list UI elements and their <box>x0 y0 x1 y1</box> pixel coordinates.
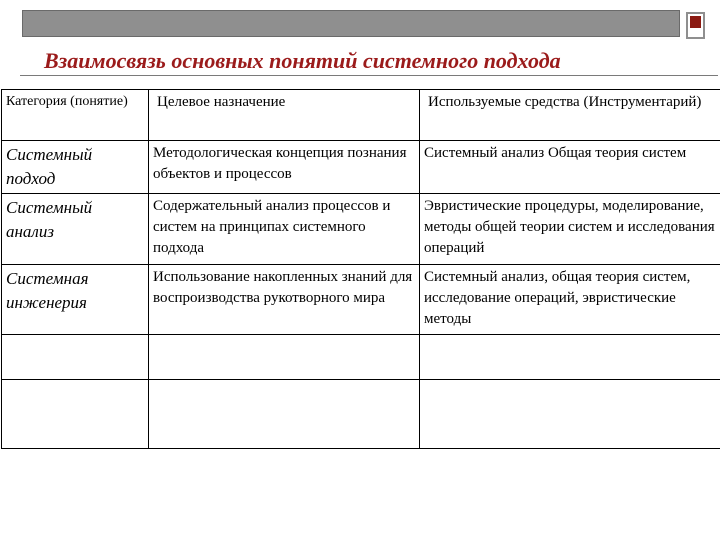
empty-row <box>2 380 720 449</box>
empty-cell <box>2 335 149 380</box>
row-purpose: Методологическая концепция познания объектов и процессов <box>153 145 407 182</box>
empty-cell <box>420 380 720 449</box>
row-tools: Системный анализ Общая теория систем <box>424 145 687 161</box>
table-row <box>2 141 720 194</box>
row-tools-cell <box>420 194 720 265</box>
top-decorative-bar <box>22 10 680 37</box>
empty-cell <box>2 380 149 449</box>
header-tools <box>420 90 720 141</box>
slide-title: Взаимосвязь основных понятий системного подхода <box>44 48 561 73</box>
row-category: Системный подход <box>6 145 93 188</box>
table-header-row <box>2 90 720 141</box>
header-tools-label: Используемые средства (Инструментарий) <box>428 94 702 110</box>
row-category-cell <box>2 194 149 265</box>
concepts-table <box>1 89 720 449</box>
header-purpose-label: Целевое назначение <box>157 94 286 110</box>
empty-cell <box>420 335 720 380</box>
row-category-cell <box>2 265 149 335</box>
corner-square-icon <box>686 12 705 39</box>
row-category: Системная инженерия <box>6 269 89 312</box>
row-purpose-cell <box>149 265 420 335</box>
title-divider <box>20 75 718 76</box>
row-category-cell <box>2 141 149 194</box>
row-purpose: Использование накопленных знаний для воспроизводства рукотворного мира <box>153 269 413 306</box>
row-tools: Эвристические процедуры, моделирование, методы общей теории систем и исследования операций <box>424 198 715 256</box>
row-purpose-cell <box>149 194 420 265</box>
empty-cell <box>149 380 420 449</box>
empty-row <box>2 335 720 380</box>
header-purpose <box>149 90 420 141</box>
header-category-label: Категория (понятие) <box>6 94 128 109</box>
row-tools: Системный анализ, общая теория систем, исследование операций, эвристические методы <box>424 269 691 327</box>
row-purpose-cell <box>149 141 420 194</box>
empty-cell <box>149 335 420 380</box>
row-purpose: Содержательный анализ процессов и систем на принципах системного подхода <box>153 198 391 256</box>
row-category: Системный анализ <box>6 198 93 241</box>
row-tools-cell <box>420 265 720 335</box>
header-category <box>2 90 149 141</box>
row-tools-cell <box>420 141 720 194</box>
table-row <box>2 265 720 335</box>
table-row <box>2 194 720 265</box>
